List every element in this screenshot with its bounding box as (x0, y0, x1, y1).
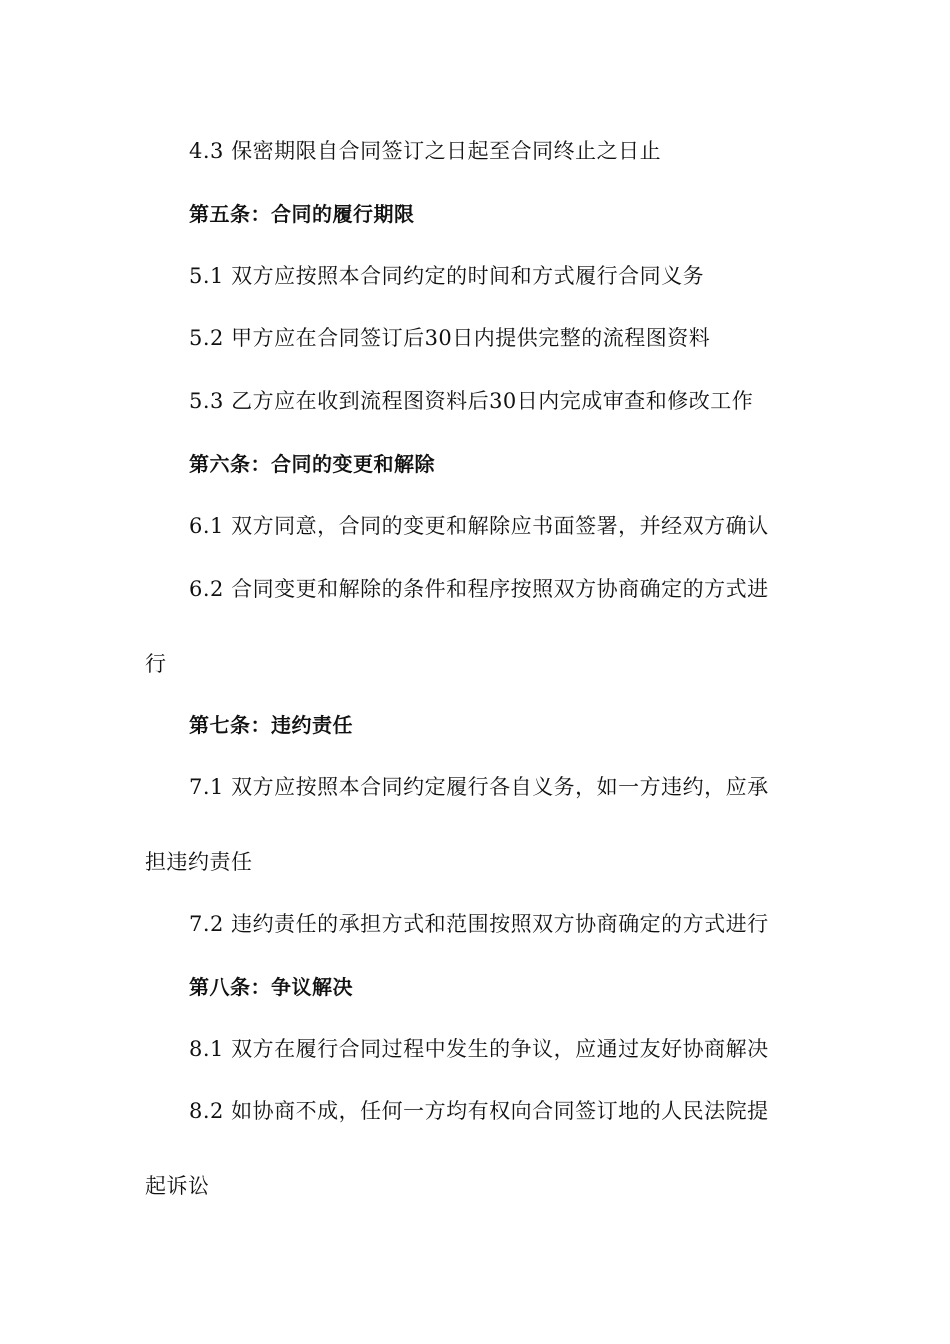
article-7-heading: 第七条：违约责任 (189, 713, 353, 737)
clause-7-1-line-1: 7.1 双方应按照本合同约定履行各自义务，如一方违约，应承 (189, 775, 769, 799)
clause-4-3: 4.3 保密期限自合同签订之日起至合同终止之日止 (189, 139, 662, 163)
clause-6-2-line-1: 6.2 合同变更和解除的条件和程序按照双方协商确定的方式进 (189, 577, 769, 601)
clause-5-3: 5.3 乙方应在收到流程图资料后30日内完成审查和修改工作 (189, 389, 754, 413)
clause-6-1: 6.1 双方同意，合同的变更和解除应书面签署，并经双方确认 (189, 514, 769, 538)
article-8-heading: 第八条：争议解决 (189, 975, 353, 999)
clause-6-2-line-2: 行 (145, 652, 167, 676)
clause-5-2: 5.2 甲方应在合同签订后30日内提供完整的流程图资料 (189, 326, 711, 350)
clause-8-1: 8.1 双方在履行合同过程中发生的争议，应通过友好协商解决 (189, 1037, 769, 1061)
clause-8-2-line-1: 8.2 如协商不成，任何一方均有权向合同签订地的人民法院提 (189, 1099, 769, 1123)
article-5-heading: 第五条：合同的履行期限 (189, 202, 415, 226)
clause-5-1: 5.1 双方应按照本合同约定的时间和方式履行合同义务 (189, 264, 705, 288)
article-6-heading: 第六条：合同的变更和解除 (189, 452, 435, 476)
clause-8-2-line-2: 起诉讼 (145, 1174, 210, 1198)
clause-7-1-line-2: 担违约责任 (145, 850, 253, 874)
clause-7-2: 7.2 违约责任的承担方式和范围按照双方协商确定的方式进行 (189, 912, 769, 936)
